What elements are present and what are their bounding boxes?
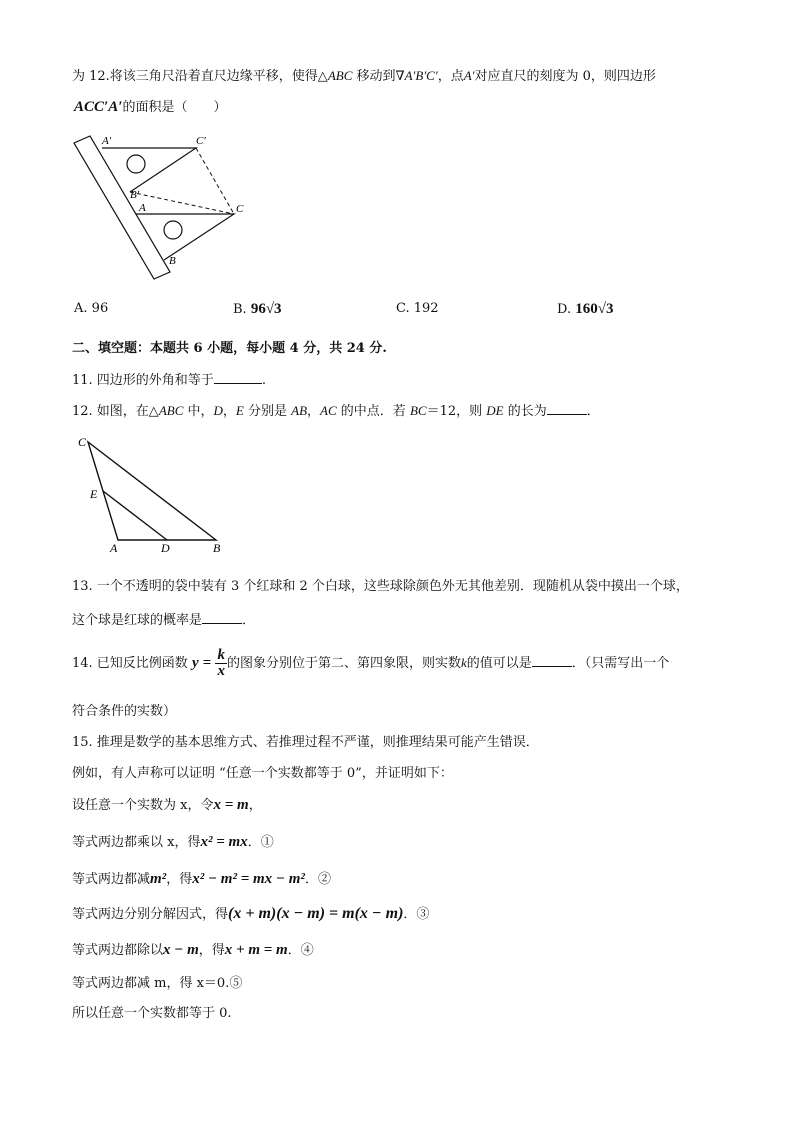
q14-text: 的图象分别位于第二、第四象限，则实数 (226, 656, 461, 671)
label-b: B (213, 541, 221, 555)
q15-text: ．③ (403, 907, 430, 922)
q12-e: E (235, 403, 244, 418)
option-a-value: 96 (91, 301, 109, 316)
q12-text: 的中点．若 (336, 404, 410, 419)
label-c: C (236, 203, 244, 215)
q11-answer-blank[interactable] (214, 370, 262, 384)
q12-text: 12. 如图，在△ (72, 404, 159, 419)
label-d: D (161, 541, 170, 555)
q11 (72, 370, 266, 390)
q12-ab: AB (291, 403, 308, 418)
option-a-letter: A. (74, 301, 88, 316)
q15-text: ，得 (166, 872, 193, 887)
section2-title: 二、填空题：本题共 6 小题，每小题 4 分，共 24 分. (72, 341, 387, 356)
option-b-value: 96√3 (250, 301, 282, 317)
q12-end: ． (586, 404, 600, 419)
q14-answer-blank[interactable] (532, 653, 572, 667)
q11-text: 11. 四边形的外角和等于 (72, 373, 214, 388)
option-c-letter: C. (396, 301, 410, 316)
q15-math: x² − m² = mx − m² (192, 871, 305, 887)
triangle-hole-bottom (164, 221, 182, 239)
q15-math: x = m (213, 797, 249, 813)
q15-math: x − m (163, 942, 199, 958)
q14-end: ．（只需写出一个 (571, 656, 670, 671)
q10-point-a1: A′ (463, 68, 475, 83)
q10-option-c[interactable] (396, 300, 439, 318)
label-e: E (90, 487, 98, 501)
q15-text: ， (248, 798, 262, 813)
q15-line8: 等式两边都减 m，得 x＝0.⑤ (72, 976, 243, 991)
q12-d: D (213, 403, 223, 418)
ruler-shape (74, 136, 170, 279)
q15-line6 (72, 905, 429, 924)
q10-triangle-a1b1c1: ∇A′B′C′ (395, 68, 438, 83)
q10-text: 移动到 (352, 69, 396, 84)
q15-line2: 例如，有人声称可以证明 “任意一个实数都等于 0”，并证明如下： (72, 766, 453, 781)
q10-figure (66, 130, 256, 280)
q10-text: 的面积是（ ） (122, 100, 227, 115)
q12-text: 中， (183, 404, 214, 419)
q15-math: x² = mx (200, 834, 248, 850)
option-c-value: 192 (413, 301, 439, 316)
label-a1: A′ (102, 135, 112, 147)
q10-line2 (74, 98, 226, 117)
q15-math: (x + m)(x − m) = m(x − m) (228, 905, 404, 922)
q13-line1: 13. 一个不透明的袋中装有 3 个红球和 2 个白球，这些球除颜色外无其他差别．现随机从袋中摸出一个球， (72, 579, 689, 594)
q14-text: 的值可以是 (466, 656, 532, 671)
q11-end: . (261, 373, 266, 388)
q12-de: DE (486, 403, 504, 418)
q12-text: 的长为 (503, 404, 547, 419)
label-a: A (110, 541, 118, 555)
q15-text: ．② (304, 872, 331, 887)
q13-answer-blank[interactable] (202, 610, 242, 624)
q10-text: 对应直尺的刻度为 0，则四边形 (474, 69, 656, 84)
q15-math: x + m = m (224, 942, 288, 958)
q15-line9: 所以任意一个实数都等于 0. (72, 1006, 232, 1021)
q15-line1: 15. 推理是数学的基本思维方式、若推理过程不严谨，则推理结果可能产生错误． (72, 735, 539, 750)
q15-text: 等式两边都除以 (72, 943, 164, 958)
q10-quadrilateral: ACC′A′ (74, 99, 123, 115)
q15-text: ．① (247, 835, 274, 850)
q15-math: m² (150, 871, 167, 887)
q14-eq: = (202, 655, 212, 671)
q15-line3 (72, 796, 262, 815)
q15-text: 设任意一个实数为 x，令 (72, 798, 214, 813)
q12-text: ， (222, 404, 236, 419)
q14-y: y (191, 655, 199, 671)
q12 (72, 401, 600, 421)
q15-text: ，得 (198, 943, 225, 958)
q12-abc: ABC (158, 403, 184, 418)
q12-bc: BC (409, 403, 427, 418)
label-a: A (139, 202, 146, 214)
q14-denominator: x (217, 663, 225, 679)
q12-figure (70, 430, 240, 560)
q14-text: 14. 已知反比例函数 (72, 656, 188, 671)
q13-line2 (72, 610, 255, 630)
q10-option-b[interactable] (233, 300, 282, 319)
option-b-letter: B. (233, 302, 247, 317)
label-c1: C′ (196, 135, 206, 147)
q14-k: k (460, 655, 467, 670)
q13-end: ． (242, 613, 256, 628)
q14-numerator: k (217, 647, 225, 663)
option-d-value: 160√3 (575, 301, 614, 317)
q15-text: 等式两边都减 (72, 872, 151, 887)
q10-option-a[interactable] (74, 300, 108, 318)
q14-fraction (215, 648, 227, 679)
option-d-letter: D. (557, 302, 572, 317)
triangle-abc-shape (88, 442, 216, 540)
q14-line2: 符合条件的实数） (72, 704, 177, 719)
q15-line7 (72, 941, 314, 960)
q15-line4 (72, 833, 274, 852)
q14-line1 (72, 645, 669, 682)
triangle-hole-top (127, 155, 145, 173)
q15-text: ．④ (287, 943, 314, 958)
segment-de (103, 491, 167, 540)
q15-line5 (72, 870, 331, 889)
label-b1: B′ (130, 189, 140, 201)
q10-triangle-abc: ABC (327, 68, 353, 83)
q15-text: 等式两边都乘以 x，得 (72, 835, 201, 850)
q12-text: ， (307, 404, 321, 419)
label-b: B (169, 255, 176, 267)
label-c: C (78, 435, 87, 449)
q10-option-d[interactable] (557, 300, 613, 319)
q12-answer-blank[interactable] (547, 401, 587, 415)
q10-line1 (72, 67, 656, 86)
q13-text: 这个球是红球的概率是 (72, 613, 203, 628)
dashed-cc1 (196, 148, 234, 214)
q12-text: ＝12，则 (426, 404, 487, 419)
q15-text: 等式两边分别分解因式，得 (72, 907, 229, 922)
q12-ac: AC (320, 403, 337, 418)
q12-text: 分别是 (243, 404, 292, 419)
q10-text: 为 12.将该三角尺沿着直尺边缘平移，使得△ (72, 69, 328, 84)
q10-text: ，点 (437, 69, 464, 84)
